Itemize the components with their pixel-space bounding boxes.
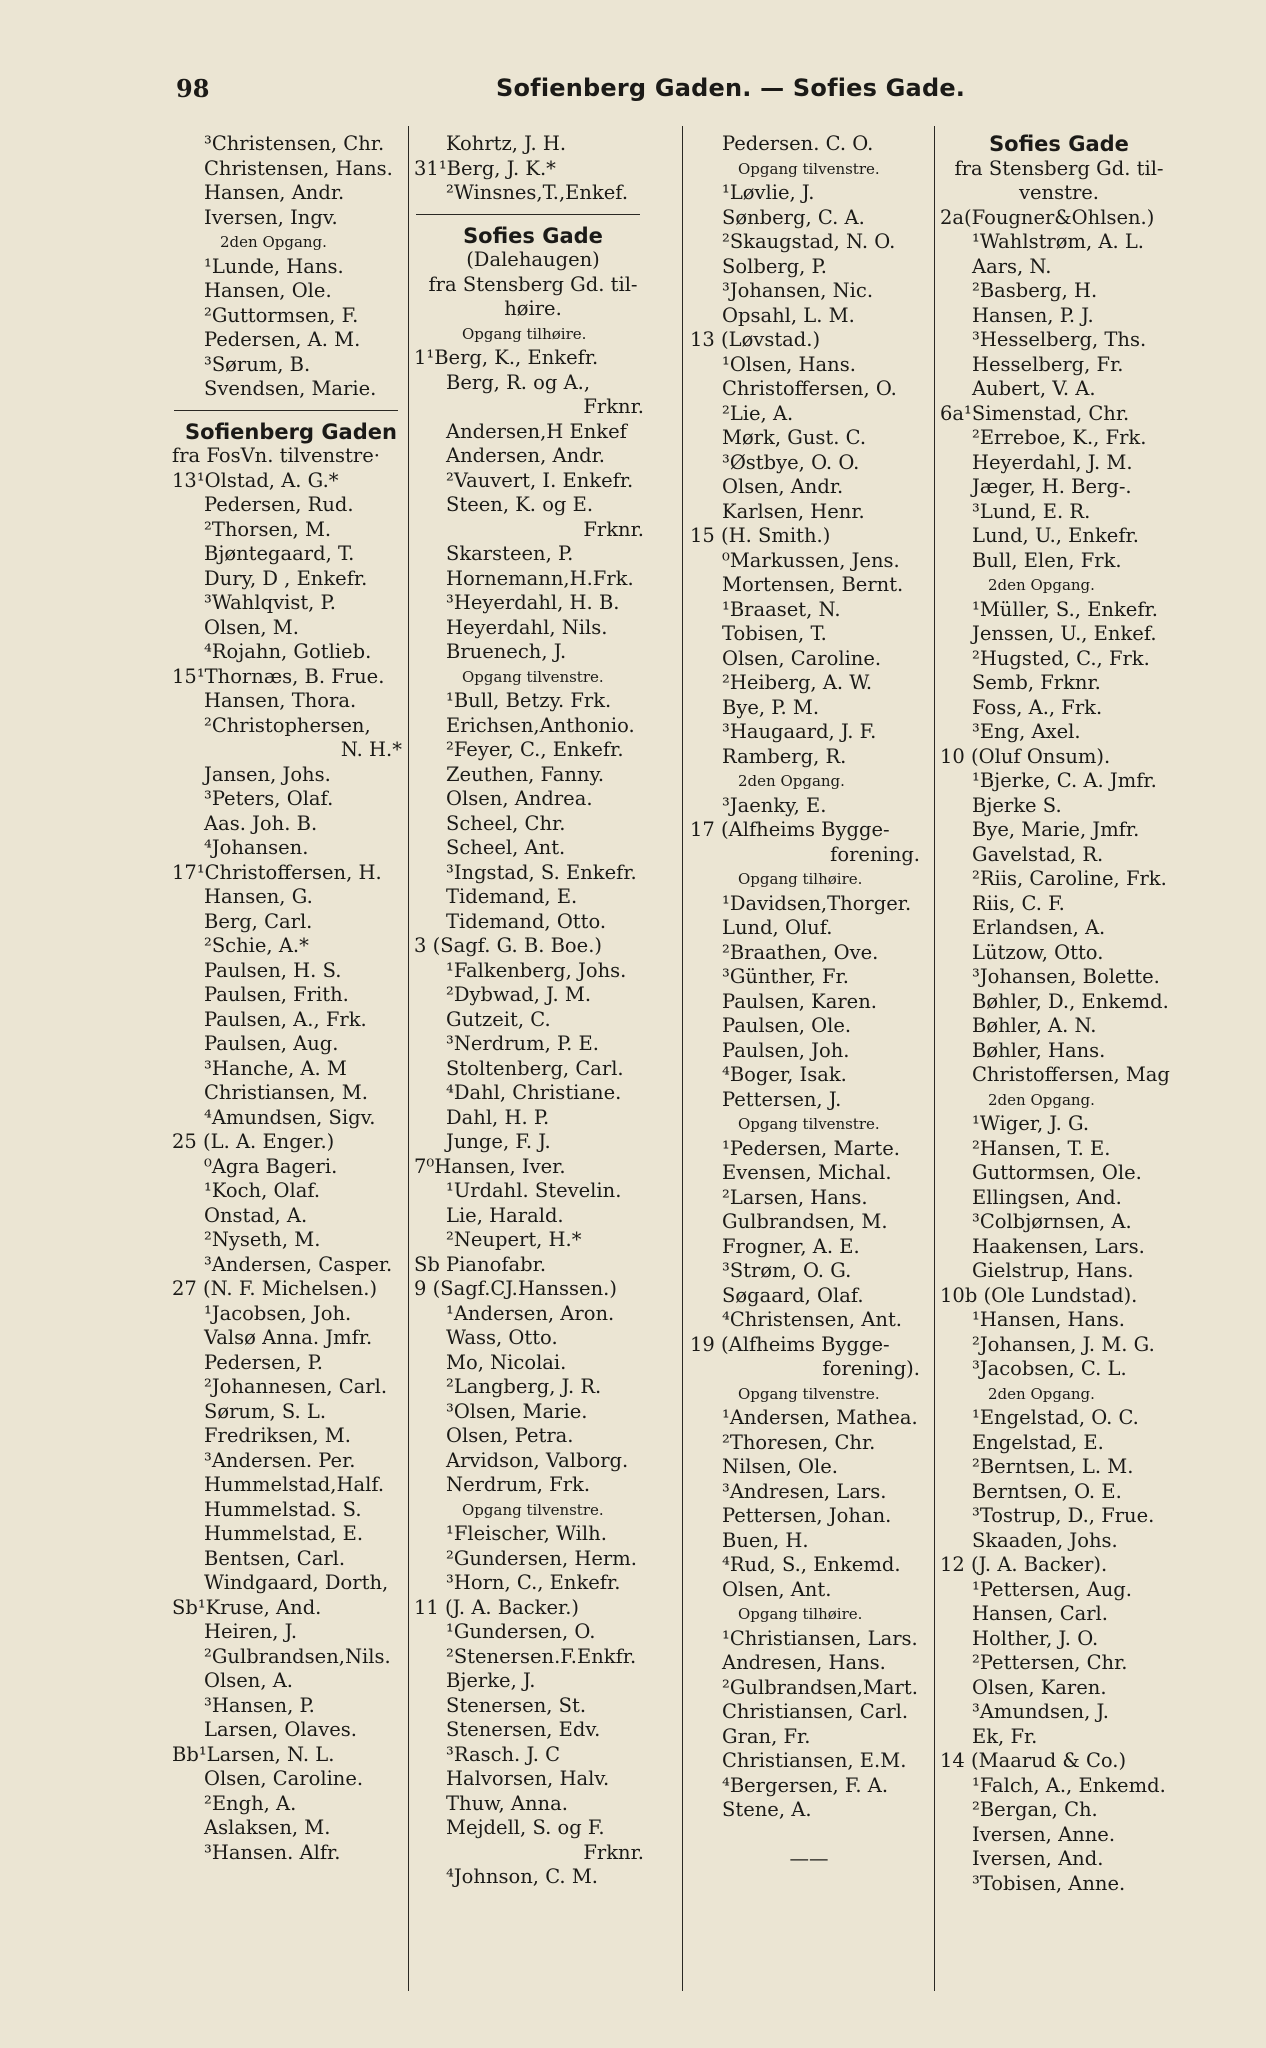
directory-line: ⁰Markussen, Jens. — [722, 548, 900, 572]
directory-line: Arvidson, Valborg. — [446, 1448, 629, 1472]
directory-line: ¹Gundersen, O. — [446, 1620, 596, 1643]
directory-line: Skaaden, Johs. — [972, 1528, 1118, 1552]
directory-line: ³Andresen, Lars. — [722, 1479, 887, 1503]
directory-line: ⁴Bergersen, F. A. — [722, 1773, 889, 1797]
directory-line: ⁴Dahl, Christiane. — [446, 1081, 622, 1104]
directory-line: Olsen, Caroline. — [722, 646, 882, 670]
directory-line: ²Winsnes,T.,Enkef. — [446, 181, 629, 204]
directory-line — [690, 1823, 928, 1848]
directory-line: Engelstad, E. — [972, 1430, 1104, 1454]
directory-line: ²Christophersen, — [204, 713, 371, 737]
directory-line: Lie, Harald. — [446, 1203, 564, 1227]
directory-line: Haakensen, Lars. — [972, 1234, 1145, 1258]
house-entry: 1¹Berg, K., Enkefr. — [414, 346, 599, 369]
directory-line: Mortensen, Bernt. — [722, 573, 904, 596]
directory-line: Ellingsen, And. — [972, 1185, 1122, 1209]
directory-line: Andersen,H Enkef — [446, 419, 627, 443]
directory-line: Christiansen, M. — [204, 1081, 368, 1104]
directory-line: Berg, R. og A., — [446, 370, 591, 394]
directory-line: Nerdrum, Frk. — [446, 1473, 591, 1496]
directory-line: ³Nerdrum, P. E. — [446, 1032, 599, 1055]
directory-line: Hesselberg, Fr. — [972, 352, 1124, 376]
directory-line: ¹Davidsen,Thorger. — [722, 891, 912, 915]
page-number: 98 — [176, 74, 210, 103]
directory-line: ³Johansen, Bolette. — [972, 965, 1160, 988]
house-entry: 19 (Alfheims Bygge- — [690, 1332, 890, 1356]
directory-line: ³Johansen, Nic. — [722, 279, 874, 302]
directory-line: ²Neupert, H.* — [446, 1228, 582, 1251]
directory-line: ³Jacobsen, C. L. — [972, 1357, 1127, 1380]
directory-line: ³Østbye, O. O. — [722, 450, 860, 474]
column-1 — [172, 132, 410, 1865]
directory-line: Steen, K. og E. — [446, 493, 594, 516]
column-4 — [940, 132, 1178, 1896]
directory-line: Tobisen, T. — [722, 622, 827, 645]
directory-line: ²Johannesen, Carl. — [204, 1375, 388, 1398]
stairway-label: 2den Opgang. — [988, 1384, 1095, 1403]
directory-line: Zeuthen, Fanny. — [446, 762, 605, 786]
directory-line: Ek, Fr. — [972, 1724, 1038, 1748]
directory-line: Hummelstad, E. — [204, 1522, 364, 1545]
directory-line: Gran, Fr. — [722, 1724, 811, 1748]
directory-line: ³Hesselberg, Ths. — [972, 328, 1147, 351]
directory-line: Mørk, Gust. C. — [722, 426, 867, 449]
directory-line: Olsen, Ant. — [722, 1577, 832, 1601]
street-subheading: høire. — [504, 297, 562, 320]
house-entry: 9 (Sagf.CJ.Hanssen.) — [414, 1277, 617, 1300]
street-subheading: fra Stensberg Gd. til- — [428, 272, 638, 296]
page-header — [0, 74, 1266, 114]
directory-line: ⁰Agra Bageri. — [204, 1154, 338, 1178]
directory-line: Scheel, Ant. — [446, 836, 566, 859]
directory-line: Christiansen, E.M. — [722, 1749, 907, 1772]
directory-line: Sønberg, C. A. — [722, 205, 865, 229]
directory-line: ¹Andersen, Mathea. — [722, 1406, 918, 1429]
directory-line: Fredriksen, M. — [204, 1424, 351, 1447]
directory-line: ²Gundersen, Herm. — [446, 1546, 637, 1570]
house-entry: 15¹Thornæs, B. Frue. — [172, 664, 385, 688]
directory-line: ³Rasch. J. C — [446, 1742, 561, 1766]
directory-line: Olsen, Andrea. — [446, 787, 593, 810]
directory-line: Hansen, G. — [204, 885, 313, 908]
directory-line: Gutzeit, C. — [446, 1007, 551, 1031]
directory-line: Pedersen, Rud. — [204, 493, 354, 516]
column-3 — [690, 132, 928, 1872]
house-entry: 11 (J. A. Backer.) — [414, 1595, 580, 1619]
directory-line: Hornemann,H.Frk. — [446, 566, 634, 590]
directory-line: ¹Løvlie, J. — [722, 181, 815, 204]
directory-line: Paulsen, Frith. — [204, 983, 349, 1006]
directory-line: ¹Pettersen, Aug. — [972, 1577, 1132, 1601]
directory-line: Guttormsen, Ole. — [972, 1161, 1142, 1184]
directory-line: Erlandsen, A. — [972, 916, 1106, 939]
directory-line: ²Vauvert, I. Enkefr. — [446, 468, 634, 492]
directory-line: Stoltenberg, Carl. — [446, 1056, 624, 1080]
directory-line: Frknr. — [583, 517, 644, 541]
directory-line: ³Wahlqvist, P. — [204, 591, 336, 614]
directory-line: ¹Bjerke, C. A. Jmfr. — [972, 769, 1157, 792]
directory-line: ⁴Christensen, Ant. — [722, 1308, 902, 1331]
directory-line: Andersen, Andr. — [446, 444, 605, 467]
directory-line: Berntsen, O. E. — [972, 1479, 1122, 1503]
directory-line: ²Lie, A. — [722, 401, 794, 425]
directory-line: ³Lund, E. R. — [972, 499, 1091, 523]
stairway-label: Opgang tilvenstre. — [462, 667, 604, 686]
directory-line: ²Thorsen, M. — [204, 517, 332, 541]
directory-line: Bøhler, A. N. — [972, 1014, 1097, 1037]
directory-line: Hansen, Ole. — [204, 279, 332, 302]
directory-line: ¹Braaset, N. — [722, 597, 841, 621]
stairway-label: 2den Opgang. — [738, 772, 845, 790]
directory-line: Bjerke, J. — [446, 1669, 536, 1692]
stairway-label: Opgang tilvenstre. — [738, 159, 880, 178]
directory-line: ¹Olsen, Hans. — [722, 352, 856, 376]
directory-line: ²Schie, A.* — [204, 934, 309, 957]
end-dash: —— — [789, 1847, 829, 1870]
directory-line: Wass, Otto. — [446, 1326, 558, 1349]
directory-line: ²Langberg, J. R. — [446, 1375, 602, 1398]
street-subheading: (Dalehaugen) — [466, 248, 600, 271]
directory-line: Christiansen, Carl. — [722, 1700, 909, 1723]
directory-line: Pedersen. C. O. — [722, 132, 874, 155]
street-subheading: venstre. — [1018, 181, 1100, 204]
directory-line: Junge, F. J. — [446, 1130, 551, 1153]
directory-line: ¹Falkenberg, Johs. — [446, 958, 627, 982]
directory-line: ²Gulbrandsen,Nils. — [204, 1644, 391, 1668]
directory-line: ¹Koch, Olaf. — [204, 1179, 321, 1202]
directory-line: Holther, J. O. — [972, 1626, 1099, 1650]
directory-line: Paulsen, Joh. — [722, 1038, 850, 1062]
directory-line: Jansen, Johs. — [204, 762, 331, 786]
street-subheading: fra Stensberg Gd. til- — [954, 156, 1164, 180]
directory-line: Aars, N. — [972, 254, 1052, 278]
directory-line: ¹Müller, S., Enkefr. — [972, 597, 1158, 621]
directory-line: ³Olsen, Marie. — [446, 1399, 588, 1423]
directory-line: Lützow, Otto. — [972, 940, 1104, 964]
directory-line: ³Hanche, A. M — [204, 1056, 347, 1080]
directory-line: Aubert, V. A. — [972, 377, 1096, 400]
directory-line: Solberg, P. — [722, 254, 827, 278]
directory-line: Olsen, Petra. — [446, 1424, 574, 1447]
directory-line: Bøhler, Hans. — [972, 1038, 1106, 1062]
directory-line: Frogner, A. E. — [722, 1234, 860, 1258]
directory-line: Hansen, Andr. — [204, 181, 345, 204]
directory-line: Tidemand, E. — [446, 885, 578, 908]
directory-line: Olsen, M. — [204, 615, 299, 639]
directory-line: ²Nyseth, M. — [204, 1228, 321, 1251]
directory-line: Paulsen, Aug. — [204, 1032, 339, 1055]
directory-line: ²Pettersen, Chr. — [972, 1651, 1128, 1674]
house-entry: 10 (Oluf Onsum). — [940, 744, 1111, 768]
directory-line: ²Engh, A. — [204, 1791, 297, 1815]
house-entry: Bb¹Larsen, N. L. — [172, 1742, 335, 1766]
stairway-label: 2den Opgang. — [220, 233, 327, 251]
directory-line: Christensen, Hans. — [204, 156, 393, 180]
directory-line: ¹Wahlstrøm, A. L. — [972, 230, 1145, 253]
directory-line: ³Andersen. Per. — [204, 1448, 356, 1472]
directory-line: Sørum, S. L. — [204, 1399, 327, 1423]
directory-line: Bentsen, Carl. — [204, 1546, 346, 1570]
directory-line: Stenersen, St. — [446, 1693, 587, 1717]
stairway-label: Opgang tilhøire. — [738, 1605, 863, 1623]
directory-line: Svendsen, Marie. — [204, 377, 377, 400]
directory-line: Bruenech, J. — [446, 640, 567, 663]
directory-line: ²Thoresen, Chr. — [722, 1430, 876, 1454]
directory-line: Iversen, Ingv. — [204, 205, 338, 229]
directory-line: Gulbrandsen, M. — [722, 1210, 888, 1233]
directory-line: ¹Bull, Betzy. Frk. — [446, 689, 612, 712]
stairway-label: Opgang tilvenstre. — [462, 1500, 604, 1519]
directory-line: Halvorsen, Halv. — [446, 1767, 610, 1790]
directory-line: Gavelstad, R. — [972, 842, 1104, 866]
directory-line: Erichsen,Anthonio. — [446, 713, 635, 737]
directory-line: Dahl, H. P. — [446, 1105, 550, 1129]
street-heading: Sofienberg Gaden — [185, 419, 397, 444]
directory-line: Paulsen, Karen. — [722, 989, 877, 1013]
directory-line: ²Basberg, H. — [972, 279, 1098, 302]
column-divider — [682, 126, 683, 1991]
directory-line: Mo, Nicolai. — [446, 1350, 567, 1374]
directory-line: Bye, Marie, Jmfr. — [972, 818, 1140, 841]
directory-line: ⁴Johnson, C. M. — [446, 1865, 598, 1888]
house-entry: 14 (Maarud & Co.) — [940, 1749, 1127, 1772]
directory-line: Heyerdahl, J. M. — [972, 450, 1133, 474]
directory-line: ³Sørum, B. — [204, 352, 311, 376]
house-entry: 6a¹Simenstad, Chr. — [940, 401, 1130, 425]
directory-line: ²Braathen, Ove. — [722, 940, 879, 964]
directory-line: ²Gulbrandsen,Mart. — [722, 1675, 918, 1699]
street-heading: Sofies Gade — [989, 132, 1129, 156]
directory-line: Iversen, Anne. — [972, 1822, 1116, 1846]
section-rule — [172, 402, 410, 420]
directory-line: Lund, U., Enkefr. — [972, 524, 1139, 547]
directory-line: ⁴Rojahn, Gotlieb. — [204, 640, 372, 663]
directory-line: Foss, A., Frk. — [972, 695, 1103, 719]
directory-line: Bjøntegaard, T. — [204, 542, 355, 565]
directory-line: ²Larsen, Hans. — [722, 1185, 868, 1209]
house-entry: 15 (H. Smith.) — [690, 524, 831, 547]
directory-line: ³Strøm, O. G. — [722, 1259, 852, 1282]
column-2 — [414, 132, 652, 1890]
directory-line: ¹Hansen, Hans. — [972, 1308, 1125, 1331]
directory-line: ²Riis, Caroline, Frk. — [972, 867, 1167, 890]
directory-line: N. H.* — [340, 738, 402, 761]
directory-line: ³Christensen, Chr. — [204, 132, 385, 155]
directory-line: ³Colbjørnsen, A. — [972, 1210, 1132, 1233]
directory-line: Iversen, And. — [972, 1847, 1104, 1870]
directory-line: Andresen, Hans. — [722, 1651, 886, 1674]
directory-line: Aslaksen, M. — [204, 1816, 331, 1839]
directory-line: Christoffersen, O. — [722, 377, 897, 400]
directory-line: ²Dybwad, J. M. — [446, 983, 592, 1006]
directory-line: Paulsen, A., Frk. — [204, 1007, 367, 1031]
directory-line: Aas. Joh. B. — [204, 811, 318, 835]
directory-line: ³Peters, Olaf. — [204, 787, 334, 810]
house-entry: fra FosVn. tilvenstre· — [172, 444, 380, 467]
house-entry: 2a(Fougner&Ohlsen.) — [940, 205, 1155, 229]
directory-line: Karlsen, Henr. — [722, 499, 865, 523]
directory-line: Semb, Frknr. — [972, 671, 1101, 694]
directory-line: forening). — [822, 1357, 920, 1380]
directory-line: Dury, D , Enkefr. — [204, 566, 368, 590]
house-entry: 27 (N. F. Michelsen.) — [172, 1277, 378, 1300]
stairway-label: Opgang tilhøire. — [738, 870, 863, 888]
directory-line: ²Hansen, T. E. — [972, 1136, 1111, 1160]
house-entry: 3 (Sagf. G. B. Boe.) — [414, 934, 603, 957]
directory-line: forening. — [830, 842, 920, 866]
directory-line: Gielstrup, Hans. — [972, 1259, 1134, 1282]
directory-line: ³Eng, Axel. — [972, 720, 1081, 743]
directory-line: Pedersen, A. M. — [204, 328, 361, 351]
directory-line: ³Jaenky, E. — [722, 793, 827, 817]
directory-line: Frknr. — [583, 1840, 644, 1864]
directory-line: Lund, Oluf. — [722, 916, 833, 939]
directory-line: Berg, Carl. — [204, 909, 313, 933]
directory-line: Hansen, P. J. — [972, 303, 1094, 327]
directory-line: Scheel, Chr. — [446, 811, 566, 835]
directory-line: Buen, H. — [722, 1528, 809, 1552]
directory-line: Pettersen, Johan. — [722, 1504, 892, 1527]
house-entry: Sb Pianofabr. — [414, 1252, 547, 1276]
directory-line: ⁴Boger, Isak. — [722, 1063, 847, 1086]
directory-line: ¹Falch, A., Enkemd. — [972, 1773, 1166, 1797]
directory-line: ²Feyer, C., Enkefr. — [446, 738, 624, 761]
directory-line: Valsø Anna. Jmfr. — [204, 1326, 373, 1349]
directory-line: Christoffersen, Mag — [972, 1063, 1170, 1086]
directory-line: Opsahl, L. M. — [722, 303, 855, 327]
street-heading: Sofies Gade — [463, 223, 603, 248]
directory-line: ³Hansen. Alfr. — [204, 1840, 341, 1864]
directory-line: ¹Engelstad, O. C. — [972, 1406, 1139, 1429]
directory-line: Olsen, A. — [204, 1669, 294, 1692]
directory-line: ³Haugaard, J. F. — [722, 720, 877, 743]
directory-line: ³Amundsen, J. — [972, 1700, 1109, 1723]
directory-line: Mejdell, S. og F. — [446, 1816, 605, 1839]
directory-line: Paulsen, H. S. — [204, 958, 342, 982]
directory-line: Søgaard, Olaf. — [722, 1283, 864, 1307]
stairway-label: Opgang tilvenstre. — [738, 1384, 880, 1403]
house-entry: 17 (Alfheims Bygge- — [690, 818, 890, 841]
directory-line: Onstad, A. — [204, 1203, 308, 1227]
section-rule — [414, 206, 652, 224]
directory-line: ⁴Amundsen, Sigv. — [204, 1105, 376, 1129]
directory-line: ⁴Rud, S., Enkemd. — [722, 1553, 901, 1576]
directory-line: Kohrtz, J. H. — [446, 132, 567, 155]
directory-line: Stene, A. — [722, 1798, 812, 1821]
directory-line: ²Skaugstad, N. O. — [722, 230, 896, 253]
directory-line: ²Stenersen.F.Enkfr. — [446, 1644, 637, 1668]
directory-line: Tidemand, Otto. — [446, 909, 607, 933]
directory-line: ⁴Johansen. — [204, 836, 309, 859]
directory-line: Olsen, Caroline. — [204, 1767, 364, 1790]
directory-line: ³Heyerdahl, H. B. — [446, 591, 620, 614]
house-entry: Sb¹Kruse, And. — [172, 1595, 322, 1619]
directory-line: Heiren, J. — [204, 1620, 298, 1643]
house-entry: 25 (L. A. Enger.) — [172, 1130, 335, 1153]
directory-line: Larsen, Olaves. — [204, 1718, 358, 1741]
directory-line: ¹Lunde, Hans. — [204, 254, 344, 278]
directory-line: ²Heiberg, A. W. — [722, 671, 873, 694]
stairway-label: Opgang tilhøire. — [462, 324, 587, 343]
stairway-label: Opgang tilvenstre. — [738, 1115, 880, 1133]
directory-line: Pedersen, P. — [204, 1350, 323, 1374]
house-entry: 17¹Christoffersen, H. — [172, 860, 382, 884]
directory-line: Bøhler, D., Enkemd. — [972, 989, 1169, 1013]
directory-line: ³Hansen, P. — [204, 1693, 315, 1717]
directory-line: Ramberg, R. — [722, 744, 847, 768]
directory-line: Hummelstad,Half. — [204, 1473, 385, 1496]
directory-line: ²Guttormsen, F. — [204, 303, 359, 327]
directory-line: ¹Fleischer, Wilh. — [446, 1522, 607, 1545]
directory-line: ²Johansen, J. M. G. — [972, 1332, 1155, 1356]
directory-line: Nilsen, Ole. — [722, 1455, 839, 1478]
directory-line: Jenssen, U., Enkef. — [972, 622, 1157, 645]
directory-line: Pettersen, J. — [722, 1087, 842, 1111]
directory-line: Hummelstad. S. — [204, 1497, 362, 1521]
directory-line: Bull, Elen, Frk. — [972, 548, 1122, 572]
directory-line: ¹Wiger, J. G. — [972, 1112, 1090, 1135]
directory-line: ³Ingstad, S. Enkefr. — [446, 860, 637, 884]
directory-line: Skarsteen, P. — [446, 542, 574, 565]
directory-line: ²Erreboe, K., Frk. — [972, 426, 1147, 449]
directory-line: Bye, P. M. — [722, 695, 820, 719]
directory-line: ³Horn, C., Enkefr. — [446, 1571, 621, 1594]
directory-line: Hansen, Carl. — [972, 1602, 1108, 1625]
house-entry: 12 (J. A. Backer). — [940, 1553, 1108, 1576]
directory-line: ¹Andersen, Aron. — [446, 1301, 615, 1325]
directory-line: ³Andersen, Casper. — [204, 1252, 393, 1276]
directory-line: Windgaard, Dorth, — [204, 1571, 389, 1594]
stairway-label: 2den Opgang. — [988, 576, 1095, 594]
running-title: Sofienberg Gaden. — Sofies Gade. — [496, 74, 966, 102]
directory-line: ¹Christiansen, Lars. — [722, 1626, 918, 1650]
stairway-label: 2den Opgang. — [988, 1090, 1095, 1109]
directory-line: Olsen, Andr. — [722, 475, 844, 498]
directory-line: Heyerdahl, Nils. — [446, 615, 608, 639]
directory-line: Stenersen, Edv. — [446, 1718, 601, 1741]
directory-line: ³Tostrup, D., Frue. — [972, 1504, 1155, 1527]
directory-line: ³Tobisen, Anne. — [972, 1871, 1126, 1895]
directory-line: Thuw, Anna. — [446, 1791, 568, 1815]
house-entry: 7⁰Hansen, Iver. — [414, 1154, 566, 1178]
directory-line: ²Bergan, Ch. — [972, 1798, 1098, 1821]
house-entry: 31¹Berg, J. K.* — [414, 156, 556, 180]
directory-line: Paulsen, Ole. — [722, 1014, 852, 1037]
directory-line: ¹Pedersen, Marte. — [722, 1136, 900, 1160]
directory-line: Evensen, Michal. — [722, 1161, 892, 1184]
house-entry: 13¹Olstad, A. G.* — [172, 468, 339, 492]
directory-line: ³Günther, Fr. — [722, 965, 849, 988]
directory-line: Bjerke S. — [972, 793, 1062, 817]
column-divider — [934, 126, 935, 1991]
directory-line: ²Berntsen, L. M. — [972, 1455, 1134, 1478]
directory-line: ¹Jacobsen, Joh. — [204, 1301, 352, 1325]
directory-line: Jæger, H. Berg-. — [972, 475, 1132, 498]
directory-line: ¹Urdahl. Stevelin. — [446, 1179, 622, 1202]
house-entry: 13 (Løvstad.) — [690, 328, 821, 351]
directory-line: Hansen, Thora. — [204, 689, 357, 712]
directory-line: Olsen, Karen. — [972, 1675, 1107, 1699]
directory-line: Frknr. — [583, 395, 644, 418]
house-entry: 10b (Ole Lundstad). — [940, 1283, 1138, 1307]
directory-line: ²Hugsted, C., Frk. — [972, 646, 1150, 670]
directory-line: Riis, C. F. — [972, 891, 1065, 915]
